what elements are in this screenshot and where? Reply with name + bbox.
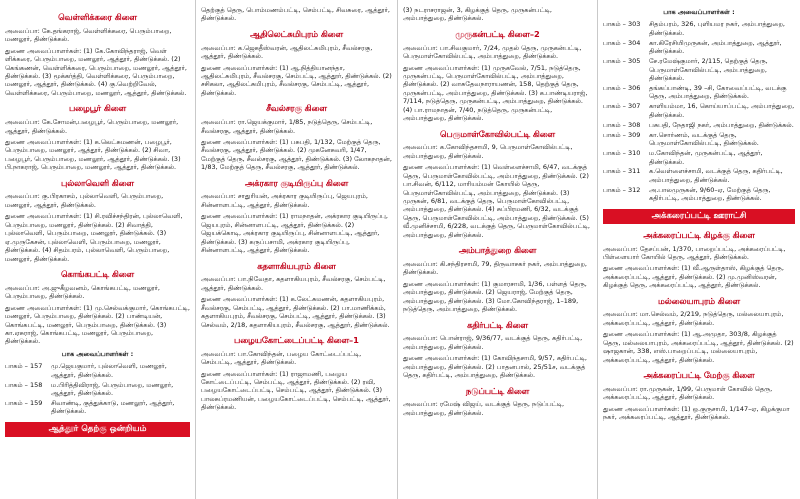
section-heading: அக்கரைப்பட்டி கிழக்கு கிளை: [643, 229, 755, 240]
vice-presidents-text: துணை அவைப்பாளர்கள்: (1) க.லேட்சுமணன், கதளாகியபுரம், சீவல்சரகு, செம்பட்டி, ஆத்தூர், திண்டுக்கல். (2) பா.மாணிக்கம், கதளாகியபுரம், சீவல்சரகு, செம்பட்டி, ஆத்தூர், திண்டுக்கல். (3) செல்வம், 2/18, கதளாகியபுரம், சீவல்சரகு, ஆத்தூர், திண்டுக்கல்.: [201, 295, 390, 329]
president-text: அவைப்பா: க.கோவிந்தசாமி, 9, பெருமாள்கோவில்பட்டி, அம்பாத்துறை, திண்டுக்கல்.: [403, 143, 573, 160]
list-item: பாகம் – 308 பசுபதி, நேதாஜி நகர், அம்பாத்துறை, திண்டுக்கல்.: [603, 120, 794, 129]
president-text: அவைப்பா: பொன்ராஜ், 9/36/77, வடக்குத் தெரு, கதிர்பட்டி, அம்பாத்துறை, திண்டுக்கல்.: [403, 334, 583, 351]
section-heading: பழைபூர் கிளை: [68, 103, 127, 114]
section-heading: சீவல்சரகு கிளை: [266, 103, 327, 114]
section-heading: மல்லையாபுரம் கிளை: [658, 295, 740, 306]
president-text: அவைப்பா: பா.நிவேதா, கதளாகியபுரம், சீவல்சரகு, செம்பட்டி, ஆத்தூர், திண்டுக்கல்.: [201, 275, 386, 292]
section-band: அக்கரைப்பட்டி ஊராட்சி: [603, 209, 795, 224]
vice-presidents-text: துணை அவைப்பாளர்கள்: (1) ராஜாமணி, பழைய கோட்டைப்பட்டி, செம்பட்டி, ஆத்தூர், திண்டுக்கல். (2) ரவி, பழையகோட்டைப்பட்டி, செம்பட்டி, ஆத்தூர், திண்டுக்கல். (3) பாலசுப்ரமணியன், பழையகோட்டைப்பட்டி, செம்பட்டி, ஆத்தூர், திண்டுக்கல்.: [201, 369, 391, 412]
vice-presidents-text: துணை அவைப்பாளர்கள்: (1) குமாரசாமி, 1/36, பள்ளத் தெரு, அம்பாத்துறை, திண்டுக்கல். (2) ஜெயராஜ், மேற்குத் தெரு, அம்பாத்துறை, திண்டுக்கல். (3) மோ.கோவிந்தராஜ், 1–189, நடுத்தெரு, அம்பாத்துறை, திண்டுக்கல்.: [403, 279, 587, 314]
list-item: பாகம் – 310 ம.கோவிந்தன், முருகன்பட்டி, ஆத்தூர், திண்டுக்கல்.: [603, 149, 763, 166]
vice-presidents-text: துணை அவைப்பாளர்கள்: (1) முருகவேல், 7/51, நடுத்தெரு, முருகன்பட்டி, பெருமாள்கோவில்பட்டி, அம்பாத்துறை, திண்டுக்கல். (2) வாசுதேவநாராயணன், 158, தெற்குத் தெரு, முருகன்பட்டி, அம்பாத்துறை, திண்டுக்கல். (3) க.பாண்டியராஜ், 7/114, நடுத்தெரு, முருகன்பட்டி, அம்பாத்துறை, திண்டுக்கல். (4) பா.ராமநாதன், 7/40, நடுத்தெரு, முருகன்பட்டி, அம்பாத்துறை, திண்டுக்கல்.: [403, 63, 588, 123]
list-item: பாகம் – 306 தங்கப்பாண்டி, 39 –சி, கோவைப்பட்டி, வடக்கு தெரு, அம்பாத்துறை, திண்டுக்கல்.: [603, 84, 787, 101]
list-item: பாகம் – 309 கா.சொர்ணம், வடக்குத் தெரு, பெருமாள்கோவில்பட்டி, திண்டுக்கல்.: [603, 130, 759, 148]
president-text: அவைப்பா: பா.சிவகுமார், 7/24, முதல் தெரு, முருகன்பட்டி, பெருமாள்கோவில்பட்டி, அம்பாத்துறை, திண்டுக்கல்.: [403, 43, 582, 61]
list-item: பாகம் – 157 மு.ஜெயகுமார், புல்லாவெளி, மணலூர், ஆத்தூர், திண்டுக்கல்.: [5, 362, 167, 379]
continued-text: (3) நடராசராஜன், 3, கிழக்குத் தெரு, முருகன்பட்டி, அம்பாத்துறை, திண்டுக்கல்.: [403, 6, 553, 23]
section-heading: கொங்கபட்டி கிளை: [60, 268, 135, 279]
vice-presidents-text: துணை அவைப்பாளர்கள்: (1) சி.ரவிச்சந்திரன், புல்லாவெளி, பெரும்பாறை, மணலூர், திண்டுக்கல். (2) சிவாத்தி, புல்லாவெளி, பெரும்பாறை, மணலூர், திண்டுக்கல். (3) ஏ.முருகேசன், புல்லாவெளி, பெரும்பாறை, மணலூர், திண்டுக்கல். (4) சிதம்பரம், புல்லாவெளி, பெரும்பாறை, மணலூர், திண்டுக்கல்.: [5, 212, 183, 263]
president-text: அவைப்பா: சாதுரியன், அக்ரகார குடியிருப்பு, ஜெயபுரம், சின்னாளபட்டி, ஆத்தூர், திண்டுக்கல்.: [201, 192, 368, 209]
vice-presidents-text: துணை அவைப்பாளர்கள்: (1) கோவிந்தசாமி, 9/57, கதிர்பட்டி, அம்பாத்துறை, திண்டுக்கல். (2) பாதனபால், 25/51ச, வடக்குத் தெரு, கதிர்பட்டி, அம்பாத்துறை, திண்டுக்கல்.: [403, 354, 587, 380]
section-heading: வெள்ளிக்கரை கிளை: [58, 12, 137, 22]
column-4: [598, 0, 800, 499]
vice-presidents-text: துணை அவைப்பாளர்கள்: (1) ராமநாதன், அக்ரகார குடியிருப்பு, ஜெயபுரம், சின்னாளபட்டி, ஆத்தூர், திண்டுக்கல். (2) ஜெயக்கொடி, அக்ரகார குடியிருப்பு, சின்னாளபட்டி, ஆத்தூர், திண்டுக்கல். (3) கருப்பசாமி, அக்ரகார குடியிருப்பு, சின்னாளபட்டி, ஆத்தூர், திண்டுக்கல்.: [201, 212, 388, 255]
sub-heading: பாக அவைப்பாளர்கள் :: [61, 349, 134, 358]
list-item: பாகம் – 159 சிவாண்டி, குத்துக்காடு, மணலூர், ஆத்தூர், திண்டுக்கல்.: [5, 399, 175, 416]
column-2: [196, 0, 398, 499]
section-band: ஆத்தூர் தெற்கு ஒன்றியம்: [5, 422, 190, 437]
section-heading: கதிர்பட்டி கிளை: [467, 319, 528, 330]
vice-presidents-text: துணை அவைப்பாளர்கள்: (1) வெள்ளைச்சாமி, 6/47, வடக்குத் தெரு, பெருமாள்கோவில்பட்டி, அம்பாத்துறை, திண்டுக்கல். (2) பா.சிவன், 6/112, மாரியம்மன் கோயில் தெரு, பெருமாள்கோவில்பட்டி, அம்பாத்துறை, திண்டுக்கல். (3) முருகன், 6/81, வடக்குத் தெரு, பெருமாள்கோவில்பட்டி, அம்பாத்துறை, திண்டுக்கல். (4) சுப்பிரமணி, 6/32, வடக்குத் தெரு, பெருமாள்கோவில்பட்டி, அம்பாத்துறை, திண்டுக்கல். (5) வீ.முனிச்சாமி, 6/228, வடக்குத் தெரு, பெருமாள்கோவில்பட்டி, அம்பாத்துறை, திண்டுக்கல்.: [403, 163, 590, 239]
continued-text: தெற்குத் தெரு, பொம்மணம்பட்டி, செம்பட்டி, சிவசுரை, ஆத்தூர், திண்டுக்கல்.: [201, 6, 390, 23]
president-text: அவைப்பா: கி.சந்திரசாமி, 79, திருவாசகர் நகர், அம்பாத்துறை, திண்டுக்கல்.: [403, 259, 587, 277]
vice-presidents-text: துணை அவைப்பாளர்கள்: (1) ஆ.அமுதா, 303/8, கிழக்குத் தெரு, மல்லையாபுரம், அக்கரைப்பட்டி, ஆத்தூர், திண்டுக்கல். (2) ஷாஜகான், 338, எஸ்.பாறைப்பட்டி, மல்லையாபுரம், அக்கரைப்பட்டி, ஆத்தூர், திண்டுக்கல்.: [603, 330, 794, 364]
president-text: அவைப்பா: கே.தங்கராஜ், வெள்ளிக்கரை, பெரும்பாறை, மணலூர், திண்டுக்கல்.: [5, 26, 172, 44]
president-text: அவைப்பா: க.ஜெகதீஸ்வரன், ஆதிலட்சுமிபுரம், சீவல்சரகு, ஆத்தூர், திண்டுக்கல்.: [201, 43, 373, 61]
vice-presidents-text: துணை அவைப்பாளர்கள்: (1) ஒ.குருசாமி, 1/147–ஏ, கிழக்குமா நகர், அக்கரைப்பட்டி, ஆத்தூர், திண்டுக்கல்.: [603, 404, 790, 422]
section-heading: புல்லாவெளி கிளை: [61, 177, 134, 188]
vice-presidents-text: துணை அவைப்பாளர்கள்: (1) பசுபதி, 1/132, மேற்குத் தெரு, சீவல்சரகு, ஆத்தூர், திண்டுக்கல். (2) முகனேசுவரி, 1/47, மேற்குத் தெரு, சீவல்சரகு, ஆத்தூர், திண்டுக்கல். (3) லோகநாதன், 1/83, மேற்குத் தெரு, சீவல்சரகு, ஆத்தூர், திண்டுக்கல்.: [201, 137, 392, 172]
vice-presidents-text: துணை அவைப்பாளர்கள்: (1) கே.கோவிந்தராஜ், வெள் ளிக்கரை, பெரும்பாறை, மணலூர், ஆத்தூர், திண்டுக்கல். (2) கெங்கணன், வெள்ளிக்கரை, பெரும்பாறை, மணலூர், ஆத்தூர், திண்டுக்கல். (3) மூக்கர்த்தி, வெள்ளிக்கரை, பெரும்பாறை, மணலூர், ஆத்தூர், திண்டுக்கல். (4) கு.வெற்றிவேல், வெள்ளிக்கரை, பெரும்பாறை, மணலூர், ஆத்தூர், திண்டுக்கல்.: [5, 46, 187, 97]
section-heading: அக்கரைப்பட்டி மேற்கு கிளை: [643, 370, 755, 381]
sub-heading: பாக அவைப்பாளர்கள் :: [663, 8, 735, 16]
section-heading: ஆதிலெட்சுமிபுரம் கிளை: [250, 28, 343, 39]
president-text: அவைப்பா: ரமேஷ் விஜய், வடக்குத் தெரு, நடுப்பட்டி, அம்பாத்துறை, திண்டுக்கல்.: [403, 400, 565, 417]
list-item: பாகம் – 158 ம.பிரித்திவிராஜ், பெரும்பாறை, மணலூர், ஆத்தூர், திண்டுக்கல்.: [5, 380, 174, 398]
vice-presidents-text: துணை அவைப்பாளர்கள்: (1) மு.செல்வக்குமார், கொங்கபட்டி, மணலூர், பெரும்பாறை, திண்டுக்கல். (2) பாண்டியன், கொங்கபட்டி, மணலூர், பெரும்பாறை, திண்டுக்கல். (3) கா.ஏசுராஜ், கொங்கபட்டி, மணலூர், பெரும்பாறை, திண்டுக்கல்.: [5, 303, 190, 346]
section-heading: பெருமாள்கோவில்பட்டி கிளை: [439, 128, 556, 139]
section-heading: அம்பாத்துறை கிளை: [458, 245, 537, 256]
section-heading: முருகன்பட்டி கிளை–2: [455, 28, 540, 39]
list-item: பாகம் – 305 சே.ரமேஷ்குமார், 2/115, தெற்குத் தெரு, பெருமாள்கோவில்பட்டி, அம்பாத்துறை, திண்டுக்கல்.: [603, 57, 768, 83]
column-3: [398, 0, 598, 499]
list-item: பாகம் – 311 க.வெள்ளைச்சாமி, வடக்குத் தெரு, கதிர்பட்டி, அம்பாத்துறை, திண்டுக்கல்.: [603, 167, 783, 184]
column-1: [0, 0, 196, 499]
section-heading: பழையகோட்டைப்பட்டி கிளை–1: [234, 334, 359, 345]
president-text: அவைப்பா: அ.ஜுகீழவனம், கொங்கபட்டி, மணலூர், பெரும்பாறை, திண்டுக்கல்.: [5, 283, 160, 301]
president-text: அவைப்பா: கு.பிரகாசம், புல்லாவெளி, பெரும்பாறை, மணலூர், ஆத்தூர், திண்டுக்கல்.: [5, 192, 164, 209]
list-item: பாகம் – 312 அ.பாலமுருகன், 9/60–ஏ, மேற்குத் தெரு, கதிர்பட்டி, அம்பாத்துறை, திண்டுக்கல்.: [603, 185, 771, 203]
list-item: பாகம் – 303 சிதம்பரம், 326, புளியமர நகர், அம்பாத்துறை, திண்டுக்கல்.: [603, 20, 785, 37]
president-text: அவைப்பா: தேசப்பன், 1/370, பாறைப்பட்டி, அக்கரைப்பட்டி, பிள்ளையார் கோயில் தெரு, ஆத்தூர், திண்டுக்கல்.: [603, 244, 786, 261]
section-heading: நடுப்பட்டி கிளை: [465, 385, 530, 396]
vice-presidents-text: துணை அவைப்பாளர்கள்: (1) வீ.ஆருள்தாஸ், கிழக்குத் தெரு, அக்கரைப்பட்டி, ஆத்தூர், திண்டுக்கல். (2) மு.முனிஸ்வரன், கிழக்குத் தெரு, அக்கரைப்பட்டி, ஆத்தூர், திண்டுக்கல்.: [603, 264, 784, 290]
president-text: அவைப்பா: மா.செல்வம், 2/219, நடுத்தெரு, மல்லையாபுரம், அக்கரைப்பட்டி, ஆத்தூர், திண்டுக்கல்.: [603, 310, 784, 327]
president-text: அவைப்பா: ரா.முருகன், 1/99, பெருமாள் கோவில் தெரு, அக்கரைப்பட்டி, ஆத்தூர், திண்டுக்கல்.: [603, 384, 773, 402]
section-heading: அக்ரகார குடியிருப்பு கிளை: [244, 177, 349, 188]
president-text: அவைப்பா: பா.கோவிந்தன், பழைய கோட்டைப்பட்டி, செம்பட்டி, ஆத்தூர், திண்டுக்கல்.: [201, 349, 362, 367]
vice-presidents-text: துணை அவைப்பாளர்கள்: (1) க.லெட்சுமணன், பழைபூர், பெரும்பாறை, மணலூர், ஆத்தூர், திண்டுக்கல். (2) சிவா, பழைபூர், பெரும்பாறை, மணலூர், ஆத்தூர், திண்டுக்கல். (3) பி.நாகராஜ், பெரும்பாறை, மணலூர், ஆத்தூர், திண்டுக்கல்.: [5, 137, 181, 172]
list-item: பாகம் – 304 கா.கிரேசியிமுருகன், அம்பாத்துறை, ஆத்தூர், திண்டுக்கல்.: [603, 38, 782, 56]
vice-presidents-text: துணை அவைப்பாளர்கள்: (1) ஆ.நித்தியானந்தா, ஆதிலட்சுமிபுரம், சீவல்சரகு, செம்பட்டி, ஆத்தூர், திண்டுக்கல். (2) சசிகலா, ஆதிலட்சுமிபுரம், சீவல்சரகு, செம்பட்டி, ஆத்தூர், திண்டுக்கல்.: [201, 63, 392, 97]
president-text: அவைப்பா: ரா.ஜெயக்குமார், 1/85, நடுத்தெரு, செம்பட்டி, சீவல்சரகு, ஆத்தூர், திண்டுக்கல்.: [201, 118, 373, 135]
president-text: அவைப்பா: கே.சோமன்,பழைபூர், பெரும்பாறை, மணலூர், ஆத்தூர், திண்டுக்கல்.: [5, 118, 179, 135]
list-item: பாகம் – 307 காளியம்மா, 16, கொய்யாப்பட்டி, அம்பாத்துறை, திண்டுக்கல்.: [603, 102, 795, 119]
section-heading: கதளாகியபுரம் கிளை: [257, 260, 336, 271]
